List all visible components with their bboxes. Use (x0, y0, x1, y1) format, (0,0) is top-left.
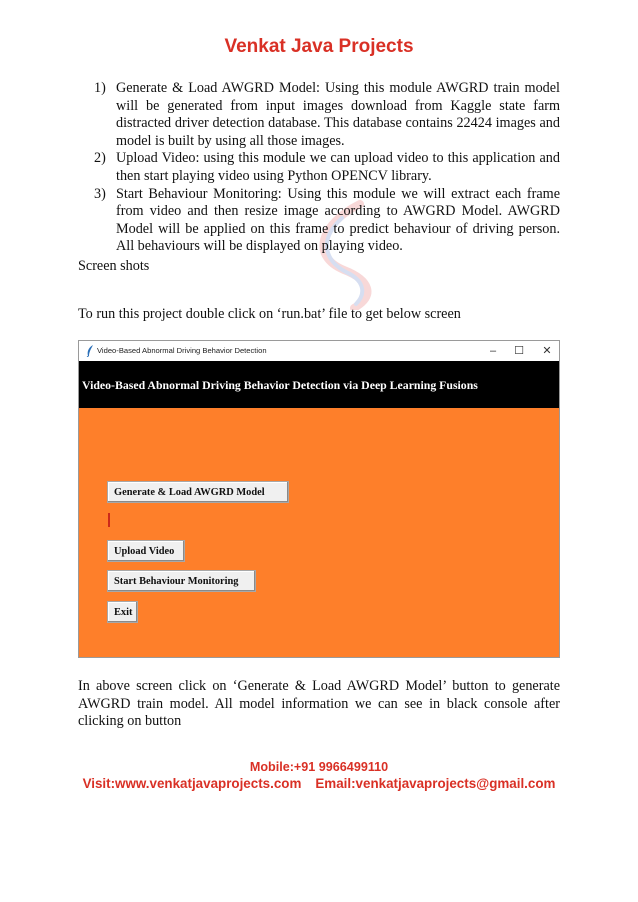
app-banner (79, 361, 559, 408)
module-item (94, 150, 560, 185)
footer-contact (0, 776, 638, 791)
start-monitoring-button[interactable]: Start Behaviour Monitoring (107, 570, 256, 592)
module-number: 3) (94, 185, 106, 202)
module-text: Start Behaviour Monitoring: Using this module we will extract each frame from video and then resize image according to AWGRD Model. AWGRD Model will be applied on this frame to predict behaviour of driving person. All behaviours will be displayed on playing video. (116, 185, 560, 255)
footer-email-link[interactable]: Email:venkatjavaprojects@gmail.com (315, 776, 556, 791)
exit-button[interactable]: Exit (107, 601, 138, 623)
after-instruction: In above screen click on ‘Generate & Load AWGRD Model’ button to generate AWGRD train model. All model information we can see in black console after clicking on button (78, 678, 560, 730)
page-header-title: Venkat Java Projects (224, 36, 414, 57)
module-number: 2) (94, 150, 106, 167)
app-banner-title: Video-Based Abnormal Driving Behavior Detection via Deep Learning Fusions (82, 378, 478, 392)
module-text: Generate & Load AWGRD Model: Using this module AWGRD train model will be generated from input images download from Kaggle state farm distracted driver detection database. This database contains 22424 images and model is built by using all those images. (116, 80, 560, 149)
footer-website-link[interactable]: Visit:www.venkatjavaprojects.com (82, 776, 302, 791)
generate-load-model-button[interactable]: Generate & Load AWGRD Model (107, 481, 289, 503)
maximize-button[interactable]: ☐ (514, 345, 524, 357)
footer-mobile: Mobile:+91 9966499110 (249, 760, 389, 774)
minimize-button[interactable]: – (489, 345, 497, 357)
screenshots-heading: Screen shots (78, 258, 150, 274)
upload-video-button[interactable]: Upload Video (107, 540, 185, 562)
module-number: 1) (94, 80, 106, 96)
feather-icon (85, 345, 95, 357)
module-item (94, 185, 560, 256)
run-instruction: To run this project double click on ‘run.bat’ file to get below screen (78, 306, 461, 322)
module-item (94, 80, 560, 150)
module-list (94, 80, 560, 256)
window-titlebar (79, 341, 559, 362)
close-button[interactable]: ✕ (542, 345, 552, 357)
text-caret (108, 513, 110, 527)
module-text: Upload Video: using this module we can upload video to this application and then start playing video using Python OPENCV library. (116, 150, 560, 184)
window-title: Video-Based Abnormal Driving Behavior Detection (97, 346, 267, 355)
app-window-screenshot (78, 340, 560, 658)
